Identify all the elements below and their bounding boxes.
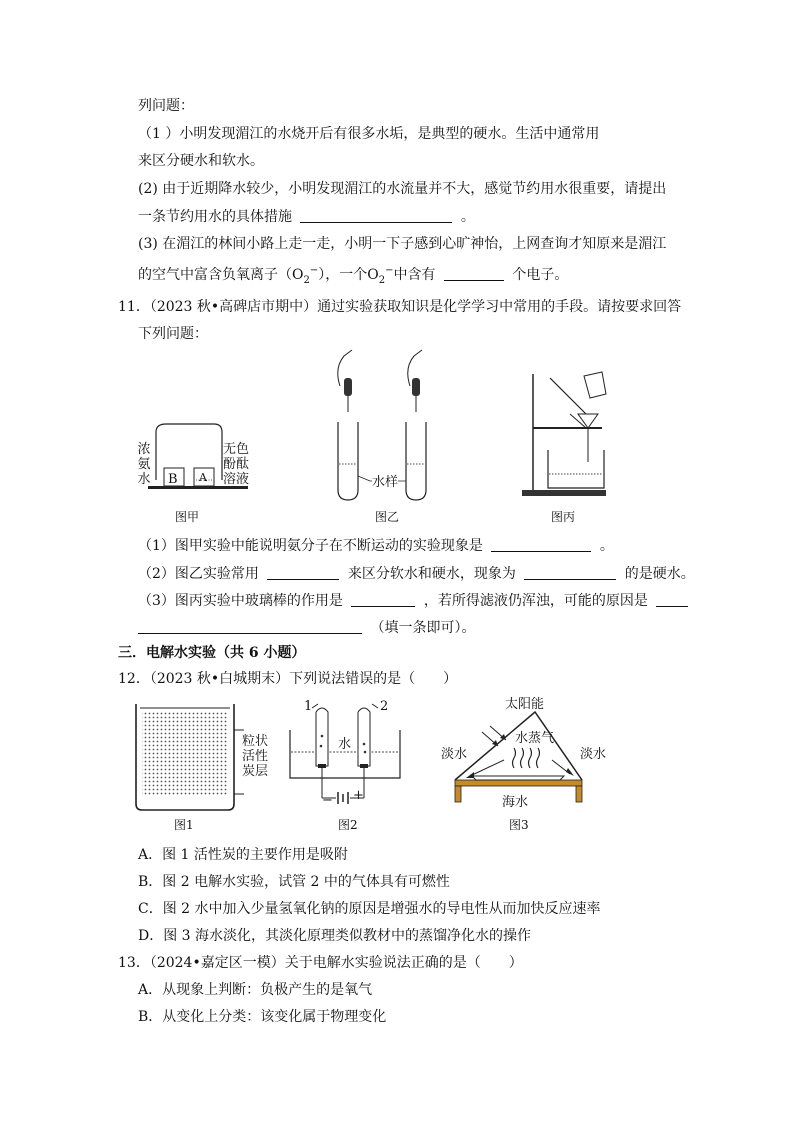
answer-blank[interactable] [444,264,504,281]
beaker-a-label: A [199,471,207,484]
q11-stem-line1: 11．（2023 秋•高碑店市期中）通过实验获取知识是化学学习中常用的手段。请按要求回答 [118,299,682,315]
q12-option-d[interactable]: D．图 3 海水淡化，其淡化原理类似教材中的蒸馏净化水的操作 [138,928,532,944]
q13-option-b[interactable]: B．从变化上分类：该变化属于物理变化 [138,1009,387,1025]
answer-blank[interactable] [351,590,415,607]
figure-bing [518,370,623,500]
q11-sub1: （1）图甲实验中能说明氨分子在不断运动的实验现象是 。 [138,535,614,556]
q10-part1-line1: （1 ）小明发现湄江的水烧开后有很多水垢，是典型的硬水。生活中通常用 [138,126,600,142]
q12-option-a[interactable]: A．图 1 活性炭的主要作用是吸附 [138,847,348,863]
q11-stem-line2: 下列问题： [138,326,208,342]
q10-part1-line2: 来区分硬水和软水。 [138,153,264,169]
caption-jia: 图甲 [175,510,200,524]
answer-blank[interactable] [524,563,616,580]
label-steam: 水蒸气 [515,731,555,746]
q12-stem: 12．（2023 秋•白城期末）下列说法错误的是（ ） [118,671,458,687]
q10-part3-line2: 的空气中富含负氧离子$(O_2^-)$，一个$O_2^-$中含有 个电子。 [138,265,569,286]
label-seawater: 海水 [502,795,529,810]
minus-label: − [322,793,333,808]
water-label: 水 [338,737,352,752]
ion-formula-2: $O_2^-$ [367,265,394,286]
q11-sub2: （2）图乙实验常用 来区分软水和硬水，现象为 的是硬水。 [138,563,695,584]
answer-blank[interactable] [267,563,339,580]
label-water-sample: 水样 [372,475,399,490]
tube-1-label: 1 [304,699,313,714]
q11-sub3-cont: （填一条即可）。 [138,617,475,638]
beaker-b-label: B [168,472,178,487]
answer-blank[interactable] [491,535,591,552]
q10-part2-text: 一条节约用水的具体措施 [138,209,292,225]
caption-bing: 图丙 [551,510,576,524]
q12-option-c[interactable]: C．图 2 水中加入少量氢氧化钠的原因是增强水的导电性从而加快反应速率 [138,901,601,917]
q12-option-b[interactable]: B．图 2 电解水实验，试管 2 中的气体具有可燃性 [138,874,450,890]
label-phenolphthalein: 无色 酚酞 溶液 [223,442,250,487]
figure-1-charcoal [136,700,246,812]
caption-fig2: 图2 [338,818,358,832]
answer-blank[interactable] [656,590,688,607]
label-fresh-right: 淡水 [580,747,607,762]
caption-fig3: 图3 [509,818,529,832]
label-activated-carbon: 粒状 活性 炭层 [242,734,269,779]
q10-intro: 列问题： [138,98,194,114]
label-solar: 太阳能 [505,697,545,712]
figure-2-electrolysis [288,700,408,810]
label-fresh-left: 淡水 [441,747,468,762]
q10-part3-line1: (3) 在湄江的林间小路上走一走，小明一下子感到心旷神怡，上网查询才知原来是湄江 [138,236,667,252]
answer-blank[interactable] [300,206,452,223]
ion-formula: $O_2^-$ [292,265,319,286]
label-ammonia: 浓 氨 水 [137,442,151,487]
q13-option-a[interactable]: A．从现象上判断：负极产生的是氧气 [138,982,373,998]
section-title: 三．电解水实验（共 6 小题） [118,645,306,661]
q13-stem: 13．（2024•嘉定区一模）关于电解水实验说法正确的是（ ） [118,955,523,971]
caption-yi: 图乙 [375,510,400,524]
caption-fig1: 图1 [174,818,194,832]
tube-2-label: 2 [380,699,389,714]
q10-part2-line2: 一条节约用水的具体措施 。 [138,206,475,227]
plus-label: + [353,788,364,803]
answer-blank[interactable] [138,617,362,634]
q10-part2-line1: (2) 由于近期降水较少，小明发现湄江的水流量并不大，感觉节约用水很重要，请提出 [138,181,667,197]
q11-sub3: （3）图丙实验中玻璃棒的作用是 ，若所得滤液仍浑浊，可能的原因是 [138,590,692,611]
